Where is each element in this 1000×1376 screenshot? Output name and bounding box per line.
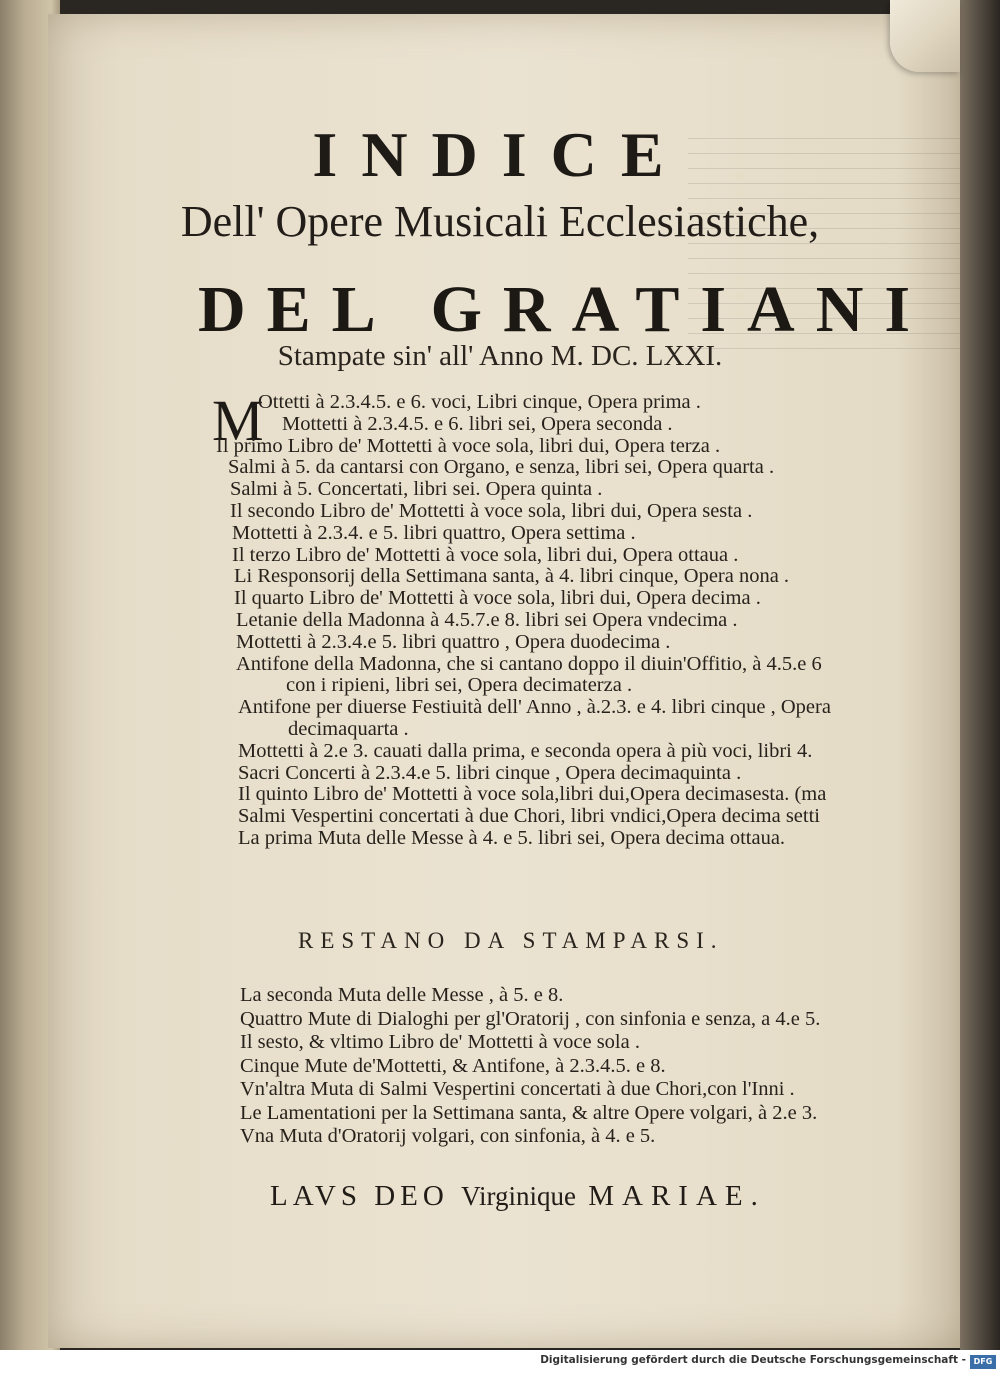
list-item-continuation: decimaquarta .	[288, 717, 409, 740]
closing-laus-deo: LAVS DEO	[270, 1180, 449, 1212]
author-heading: DEL GRATIANI	[198, 273, 932, 346]
list-item: Il terzo Libro de' Mottetti à voce sola, libri dui, Opera ottaua .	[232, 543, 739, 566]
list-item: La prima Muta delle Messe à 4. e 5. libri sei, Opera decima ottaua.	[238, 826, 786, 849]
closing-dedication	[270, 1180, 766, 1213]
list-item: Letanie della Madonna à 4.5.7.e 8. libri sei Opera vndecima .	[236, 608, 738, 631]
closing-virginique: Virginique	[461, 1181, 576, 1211]
list-item: Salmi Vespertini concertati à due Chori, libri vndici,Opera decima setti	[238, 805, 820, 828]
drop-cap: M	[212, 388, 264, 453]
list-item: Antifone per diuerse Festiuità dell' Anno , à.2.3. e 4. libri cinque , Opera	[238, 696, 831, 719]
list-item: Vna Muta d'Oratorij volgari, con sinfonia, à 4. e 5.	[240, 1125, 656, 1147]
list-item: Li Responsorij della Settimana santa, à 4. libri cinque, Opera nona .	[234, 565, 790, 588]
page-corner-fold	[890, 0, 960, 72]
closing-mariae: MARIAE.	[588, 1180, 766, 1212]
list-item: Mottetti à 2.3.4.5. e 6. libri sei, Opera seconda .	[282, 412, 673, 435]
list-item: Mottetti à 2.3.4. e 5. libri quattro, Opera settima .	[232, 521, 636, 544]
funding-note: Digitalisierung gefördert durch die Deutsche Forschungsgemeinschaft -	[540, 1354, 966, 1366]
list-item: Quattro Mute di Dialoghi per gl'Oratorij , con sinfonia e senza, a 4.e 5.	[240, 1007, 821, 1030]
pending-works-list	[240, 984, 980, 1149]
dfg-logo: DFG	[970, 1355, 996, 1369]
list-item-continuation: con i ripieni, libri sei, Opera decimaterza .	[286, 674, 633, 697]
page-title: INDICE	[312, 119, 688, 190]
list-item: Il quarto Libro de' Mottetti à voce sola, libri dui, Opera decima .	[234, 587, 761, 610]
list-item: Sacri Concerti à 2.3.4.e 5. libri cinque , Opera decimaquinta .	[238, 761, 742, 784]
list-item: Vn'altra Muta di Salmi Vespertini concertati à due Chori,con l'Inni .	[240, 1078, 795, 1100]
printed-until-line: Stampate sin' all' Anno M. DC. LXXI.	[277, 340, 723, 372]
list-item: Il secondo Libro de' Mottetti à voce sola, libri dui, Opera sesta .	[230, 499, 753, 522]
list-item: Antifone della Madonna, che si cantano doppo il diuin'Offitio, à 4.5.e 6	[236, 652, 822, 675]
list-item: Mottetti à 2.e 3. cauati dalla prima, e seconda opera à più voci, libri 4.	[238, 739, 813, 762]
digitization-footer	[0, 1350, 1000, 1376]
list-item: Cinque Mute de'Mottetti, & Antifone, à 2.3.4.5. e 8.	[240, 1054, 666, 1077]
list-item: Il primo Libro de' Mottetti à voce sola, libri dui, Opera terza .	[216, 434, 721, 457]
printed-works-list	[212, 388, 974, 850]
list-item: La seconda Muta delle Messe , à 5. e 8.	[240, 984, 564, 1006]
list-item: Il sesto, & vltimo Libro de' Mottetti à voce sola .	[240, 1031, 640, 1053]
list-item: Mottetti à 2.3.4.e 5. libri quattro , Opera duodecima .	[236, 630, 671, 653]
pending-section-heading: RESTANO DA STAMPARSI.	[298, 928, 724, 953]
list-item: Le Lamentationi per la Settimana santa, & altre Opere volgari, à 2.e 3.	[240, 1101, 818, 1124]
list-item: Ottetti à 2.3.4.5. e 6. voci, Libri cinque, Opera prima .	[258, 391, 701, 413]
page-subtitle: Dell' Opere Musicali Ecclesiastiche,	[180, 197, 820, 246]
list-item: Salmi à 5. Concertati, libri sei. Opera quinta .	[230, 478, 603, 501]
list-item: Il quinto Libro de' Mottetti à voce sola,libri dui,Opera decimasesta. (ma	[238, 783, 827, 806]
list-item: Salmi à 5. da cantarsi con Organo, e senza, libri sei, Opera quarta .	[228, 456, 775, 479]
